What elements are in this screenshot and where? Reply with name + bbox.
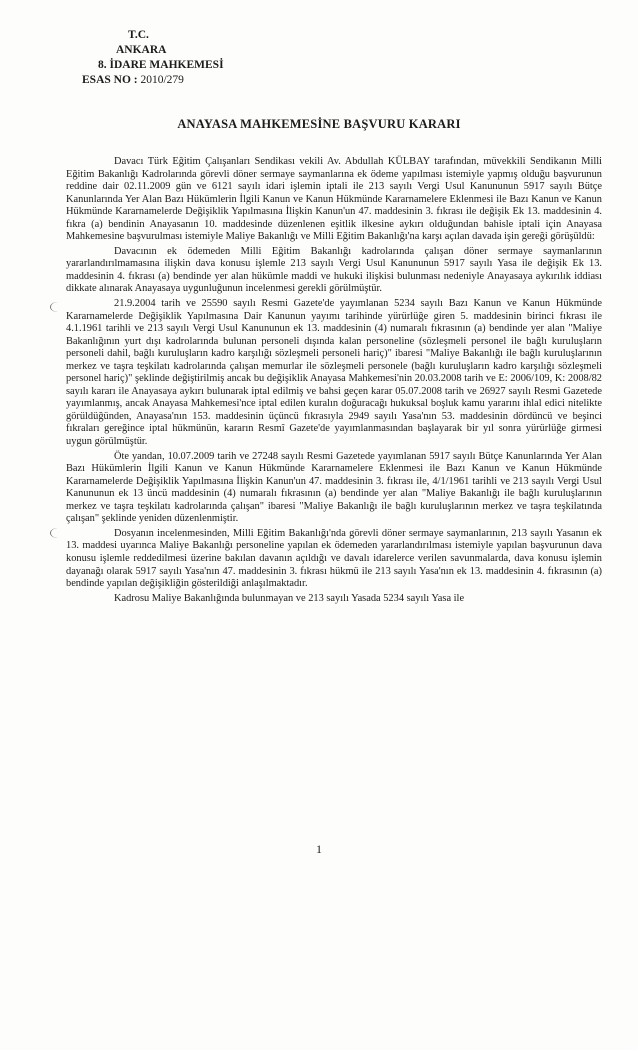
case-number-value: 2010/279	[140, 74, 184, 86]
paragraph: Öte yandan, 10.07.2009 tarih ve 27248 sayılı Resmi Gazetede yayımlanan 5917 sayılı Bütçe Kanunlarında Yer Alan Bazı Hükümlerin İlgili Kanun ve Kanun Hükmünde Kararnamelere Eklenmesi ile Bazı Kanun ve Kanun Hükmünde Kararnamelerde Değişiklik Yapılmasına İlişkin Kanun'un 47. maddesinin 3. fıkrası ile, 4/1/1961 tarihli ve 213 sayılı Vergi Usul Kanununun ek 13 üncü maddesinin (4) numaralı fıkrasının (a) bendinde yer alan "Maliye Bakanlığı ile bağlı kuruluşlarının merkez ve taşra teşkilatı kadrolarında çalışan" ibaresi "Maliye Bakanlığı ile bağlı kuruluşlarının merkez ve taşra teşkilatında çalışan" şeklinde yeniden düzenlenmiştir.	[66, 450, 602, 525]
paragraph: Davacı Türk Eğitim Çalışanları Sendikası vekili Av. Abdullah KÜLBAY tarafından, müvekkili Sendikanın Milli Eğitim Bakanlığı Kadrolarında görevli döner sermaye saymanlarına ek ödeme yapılması istemiyle yapmış olduğu başvurunun reddine dair 02.11.2009 gün ve 6121 sayılı idari işlemin iptali ile 213 sayılı Vergi Usul Kanununun 5917 sayılı Bütçe Kanunlarında Yer Alan Bazı Hükümlerin İlgili Kanun ve Kanun Hükmünde Kararnamelere Eklenmesi ile Bazı Kanun ve Kanun Hükmünde Kararnamelerde Değişiklik Yapılmasına İlişkin Kanun'un 47. maddesinin 3. fıkrası ile değişik Ek 13. maddesinin 4. fıkra (a) bendinin Anayasanın 10. maddesinde düzenlenen eşitlik ilkesine aykırı olduğundan bahisle iptali için Anayasa Mahkemesine başvurulması istemiyle Maliye Bakanlığı ve Milli Eğitim Bakanlığı'na karşı açılan davada işin gereği görüşüldü:	[66, 156, 602, 243]
header-court: 8. İDARE MAHKEMESİ	[98, 59, 224, 71]
paragraph: Dosyanın incelenmesinden, Milli Eğitim Bakanlığı'nda görevli döner sermaye saymanlarının, 213 sayılı Yasanın ek 13. maddesi uyarınca Maliye Bakanlığı personeline yapılan ek ödemeden yararlandırılması istemiyle yapılan başvurunun dava konusu işlemle reddedilmesi üzerine bakılan davanın açıldığı ve davalı idarelerce verilen savunmalarda, dava konusu işlemin dayanağı olarak 5917 sayılı Yasa'nın 47. maddesinin 3. fıkrası hükmü ile 213 sayılı Yasa'nın ek 13. maddesinin 4. fıkrasının (a) bendinde yapılan değişikliğin gösterildiği anlaşılmaktadır.	[66, 527, 602, 590]
paragraph: Kadrosu Maliye Bakanlığında bulunmayan ve 213 sayılı Yasada 5234 sayılı Yasa ile	[114, 592, 465, 604]
document-body	[66, 156, 602, 607]
paragraph: Davacının ek ödemeden Milli Eğitim Bakanlığı kadrolarında çalışan döner sermaye saymanlarının yararlandırılmamasına ilişkin dava konusu işlemle 213 sayılı Vergi Usul Kanununun 5917 sayılı Yasa ile değişik Ek 13. maddesinin 4. fıkrası (a) bendinde yer alan hükümle maddi ve hukuki ilişkisi bulunması nedeniyle Anayasaya aykırılık iddiası dikkate alınarak Anayasaya uygunluğunun incelenmesi gerekli görülmüştür.	[66, 245, 602, 295]
header-city: ANKARA	[116, 44, 167, 56]
page-number: 1	[316, 842, 322, 856]
punch-hole-mark	[50, 302, 65, 312]
paragraph: 21.9.2004 tarih ve 25590 sayılı Resmi Gazete'de yayımlanan 5234 sayılı Bazı Kanun ve Kanun Hükmünde Kararnamelerde Değişiklik Yapılmasına Dair Kanunun yayımı tarihinde yürürlüğe giren 5. maddesinin birinci fıkrası ile 4.1.1961 tarihli ve 213 sayılı Vergi Usul Kanununun ek 13. maddesinin (4) numaralı fıkrasının (a) bendinde yer alan "Maliye Bakanlığının yurt dışı kadrolarında bulunan personeli dışında kalan personeline (sözleşmeli personel ile bağlı kuruluşların personeli dahil, bağlı kuruluşların kadro karşılığı sözleşmeli personeli hariç)" ibaresi "Maliye Bakanlığı ile bağlı kuruluşlarının merkez ve taşra teşkilatı kadrolarında çalışan memurlar ile sözleşmeli personele (bağlı kuruluşların kadro karşılığı sözleşmeli personel hariç)" şeklinde değiştirilmiş ancak bu değişiklik Anayasa Mahkemesi'nin 20.03.2008 tarih ve E: 2006/109, K: 2008/82 sayılı kararı ile Anayasaya aykırı bulunarak iptal edilmiş ve bahsi geçen karar 05.07.2008 tarih ve 26927 sayılı Resmi Gazetede yayımlanmış, ancak Anayasa Mahkemesi'nce iptal edilen kuralın doğuracağı hukuksal boşluk kamu yararını ihlal edici nitelikte görüldüğünden, Anayasa'nın 153. maddesinin üçüncü fıkrasıyla 2949 sayılı Yasa'nın 53. maddesinin dördüncü ve beşinci fıkraları gereğince iptal hükmünün, kararın Resmî Gazete'de yayımlanmasından başlayarak bir yıl sonra yürürlüğe girmesi uygun görülmüştür.	[66, 298, 602, 448]
punch-hole-mark	[50, 528, 65, 538]
header-tc: T.C.	[128, 29, 149, 41]
case-number-label: ESAS NO :	[82, 74, 138, 86]
case-number	[70, 73, 224, 88]
document-title: ANAYASA MAHKEMESİNE BAŞVURU KARARI	[177, 117, 461, 131]
court-header	[70, 28, 224, 88]
